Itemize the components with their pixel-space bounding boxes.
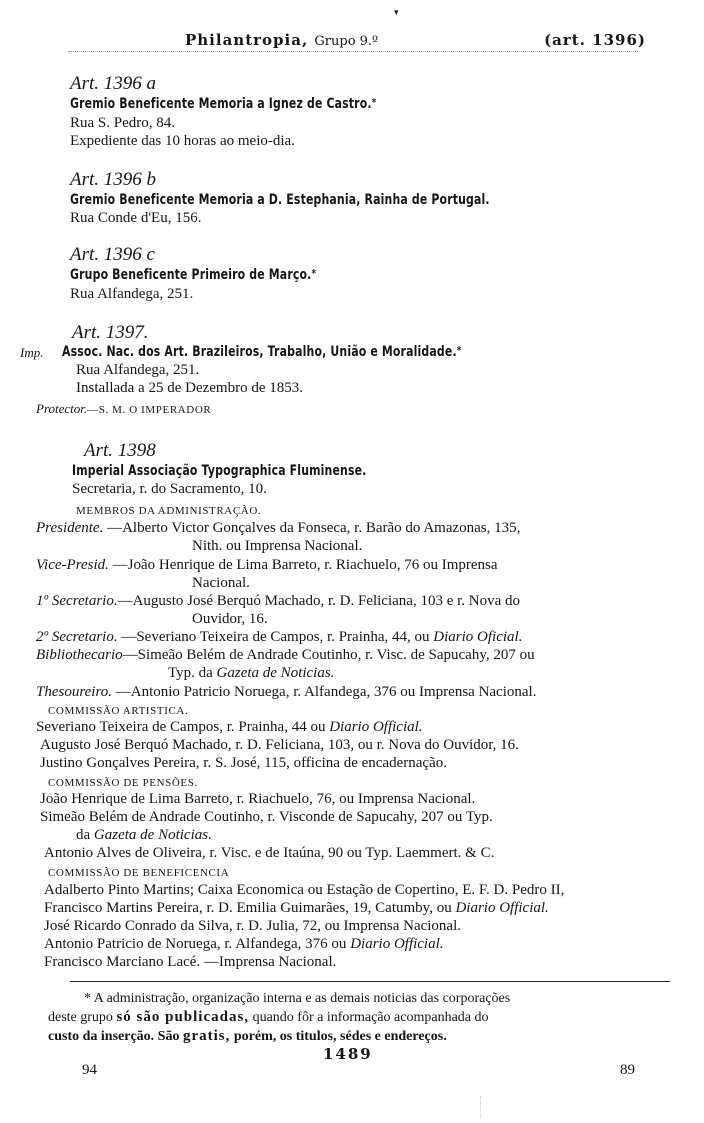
committee-line (44, 900, 549, 917)
admin-text: —Augusto José Berquó Machado, r. D. Feliciana, 103 e r. Nova do (117, 593, 521, 609)
section-title-admin: MEMBROS DA ADMINISTRAÇÃO. (76, 505, 262, 517)
committee-line: João Henrique de Lima Barreto, r. Riachuelo, 76, ou Imprensa Nacional. (40, 791, 476, 807)
header-group: Grupo 9.º (314, 34, 379, 49)
footnote-line: * A administração, organização interna e as demais noticias das corporações (84, 991, 511, 1006)
footnote-mark: * (371, 96, 377, 109)
footnote-line (48, 1008, 489, 1027)
committee-line: Francisco Marciano Lacé. —Imprensa Nacional. (44, 954, 337, 970)
admin-cont-text: Typ. da (168, 665, 213, 681)
printer-mark: ▾ (394, 8, 399, 18)
footnote (48, 990, 676, 1046)
article-heading: Art. 1396 c (70, 244, 155, 265)
admin-text: —João Henrique de Lima Barreto, r. Riachuelo, 76 ou Imprensa (112, 557, 498, 573)
committee-text: Severiano Teixeira de Campos, r. Prainha, 44 ou (36, 719, 326, 735)
admin-cont-italic: Gazeta de Noticias. (216, 665, 335, 681)
running-header (185, 31, 646, 51)
entry-name-text: Assoc. Nac. dos Art. Brazileiros, Trabalho, União e Moralidade. (62, 344, 457, 360)
entry-prefix: Imp. (20, 345, 44, 360)
admin-row (36, 520, 520, 537)
admin-role: Presidente. (36, 520, 104, 536)
entry-name (70, 96, 376, 112)
admin-role: Bibliothecario (36, 647, 123, 663)
admin-row (36, 593, 520, 610)
admin-row-continued: Nacional. (192, 575, 250, 591)
header-title (185, 31, 378, 49)
committee-italic: Diario Official. (350, 936, 444, 952)
entry-address: Rua S. Pedro, 84. (70, 115, 175, 131)
entry-protector (36, 401, 211, 417)
entry-address: Rua Alfandega, 251. (70, 286, 194, 302)
admin-row-continued: Ouvidor, 16. (192, 611, 268, 627)
article-heading: Art. 1397. (72, 322, 149, 343)
protector-label: Protector. (36, 401, 88, 416)
admin-text: —Simeão Belém de Andrade Coutinho, r. Visc. de Sapucahy, 207 ou (122, 647, 535, 663)
entry-name (70, 267, 316, 283)
protector-value: —S. M. O IMPERADOR (87, 404, 212, 416)
committee-line: Justino Gonçalves Pereira, r. S. José, 115, officina de encadernação. (40, 755, 447, 771)
committee-line: Adalberto Pinto Martins; Caixa Economica ou Estação de Copertino, E. F. D. Pedro II, (44, 882, 565, 898)
committee-text: Antonio Patricio de Noruega, r. Alfandega, 376 ou (44, 936, 347, 952)
admin-role: 1º Secretario. (36, 593, 118, 609)
footnote-text: deste grupo (48, 1010, 113, 1025)
article-heading: Art. 1396 b (70, 169, 157, 190)
footnote-mark: * (311, 267, 317, 280)
footnote-emphasis: só são publicadas, (116, 1009, 250, 1025)
committee-text: Francisco Martins Pereira, r. D. Emilia Guimarães, 19, Catumby, ou (44, 900, 452, 916)
admin-role: Vice-Presid. (36, 557, 109, 573)
section-title-beneficencia: COMMISSÃO DE BENEFICENCIA (48, 867, 230, 879)
entry-name: Gremio Beneficente Memoria a D. Estephania, Rainha de Portugal. (70, 192, 490, 208)
committee-line: José Ricardo Conrado da Silva, r. D. Julia, 72, ou Imprensa Nacional. (44, 918, 461, 934)
section-title-artistica: COMMISSÃO ARTISTICA. (48, 705, 189, 717)
entry-address: Rua Alfandega, 251. (76, 362, 200, 378)
entry-name (62, 344, 461, 360)
committee-line (76, 827, 212, 844)
admin-text: —Severiano Teixeira de Campos, r. Prainha, 44, ou (121, 629, 430, 645)
admin-row (36, 557, 498, 574)
footnote-bold: custo da inserção. São (48, 1029, 180, 1044)
admin-text: —Alberto Victor Gonçalves da Fonseca, r. Barão do Amazonas, 135, (107, 520, 521, 536)
footnote-text: quando fôr a informação acompanhada do (252, 1010, 489, 1025)
header-rule (68, 51, 638, 52)
article-heading: Art. 1396 a (70, 73, 157, 94)
committee-italic: Diario Official. (329, 719, 423, 735)
entry-hours: Expediente das 10 horas ao meio-dia. (70, 133, 295, 149)
header-article: (art. 1396) (544, 31, 646, 49)
committee-line: Augusto José Berquó Machado, r. D. Feliciana, 103, ou r. Nova do Ouvidor, 16. (40, 737, 519, 753)
admin-extra: Diario Oficial. (433, 629, 523, 645)
entry-name-text: Gremio Beneficente Memoria a Ignez de Castro. (70, 96, 372, 112)
entry-founded: Installada a 25 de Dezembro de 1853. (76, 380, 303, 396)
admin-row-continued (168, 665, 334, 682)
entry-address: Rua Conde d'Eu, 156. (70, 210, 202, 226)
entry-name: Imperial Associação Typographica Fluminense. (72, 463, 367, 479)
committee-line: Simeão Belém de Andrade Coutinho, r. Visconde de Sapucahy, 207 ou Typ. (40, 809, 493, 825)
page-number-right: 89 (620, 1062, 635, 1078)
footnote-line (48, 1027, 447, 1046)
entry-address: Secretaria, r. do Sacramento, 10. (72, 481, 267, 497)
footnote-bold: porém, os titulos, sédes e endereços. (233, 1029, 447, 1044)
page-number-left: 94 (82, 1062, 97, 1078)
footnote-emphasis: gratis, (182, 1028, 231, 1044)
admin-row (36, 629, 522, 646)
admin-row-continued: Nith. ou Imprensa Nacional. (192, 538, 363, 554)
print-code: 1489 (323, 1045, 373, 1063)
committee-line: Antonio Alves de Oliveira, r. Visc. e de Itaúna, 90 ou Typ. Laemmert. & C. (44, 845, 495, 861)
header-section: Philantropia, (185, 31, 309, 49)
committee-text: da (76, 827, 91, 843)
footnote-mark: * (456, 344, 462, 357)
committee-italic: Gazeta de Noticias. (93, 827, 212, 843)
entry-name-text: Grupo Beneficente Primeiro de Março. (70, 267, 312, 283)
admin-row (36, 647, 535, 664)
committee-line (36, 719, 423, 736)
committee-line (44, 936, 444, 953)
admin-role: Thesoureiro. (36, 684, 112, 700)
admin-text: —Antonio Patricio Noruega, r. Alfandega, 376 ou Imprensa Nacional. (115, 684, 537, 700)
footnote-rule (70, 981, 670, 982)
section-title-pensoes: COMMISSÃO DE PENSÕES. (48, 777, 198, 789)
admin-row (36, 684, 536, 701)
faint-stamp (480, 1096, 497, 1118)
committee-italic: Diario Official. (455, 900, 549, 916)
article-heading: Art. 1398 (84, 440, 156, 461)
admin-role: 2º Secretario. (36, 629, 118, 645)
